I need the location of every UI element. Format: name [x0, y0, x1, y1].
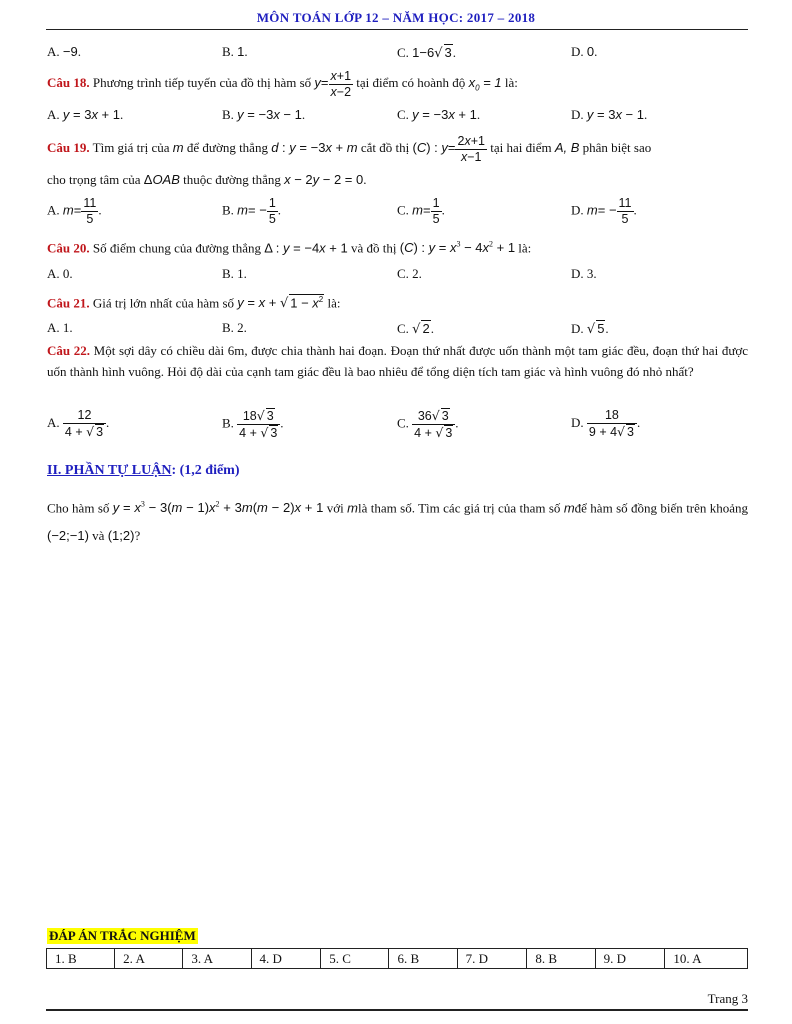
part2-points: : (1,2 điểm) — [171, 463, 240, 478]
q21-option-a: A. 1. — [47, 320, 73, 335]
answer-cell: 10. A — [665, 949, 748, 969]
part2-text4: để hàm số đồng — [574, 500, 658, 516]
page-header: MÔN TOÁN LỚP 12 – NĂM HỌC: 2017 – 2018 — [256, 10, 536, 25]
q17-option-a: A. −9. — [47, 44, 81, 59]
q21-text2: là: — [327, 295, 341, 311]
part2-text2: với — [326, 500, 344, 516]
answer-cell: 5. C — [321, 949, 389, 969]
footer-rule — [46, 1009, 748, 1011]
q18-option-a: A. y = 3x + 1. — [47, 107, 124, 122]
part2-text5: biến trên khoảng — [660, 500, 749, 516]
q18-option-b: B. y = −3x − 1. — [222, 107, 306, 122]
q20-text1: Số điểm chung của đường thẳng — [92, 240, 261, 256]
q21-text1: Giá trị lớn nhất của hàm số — [92, 295, 235, 311]
q21-function: y = x + √ $1 - x^2$ — [237, 295, 324, 312]
q19-text4: tại hai điểm — [490, 140, 552, 155]
page-number: Trang 3 — [707, 991, 748, 1006]
part2-text6: và — [92, 528, 105, 544]
q20-line: Δ : y = −4x + 1 — [264, 240, 348, 256]
q19-text3: cắt đồ thị — [360, 140, 410, 155]
q22-option-b: B. $\frac{18√ 3}{4 + √ 3}$ . — [222, 408, 284, 440]
q20-option-a: A. 0. — [47, 266, 73, 281]
q21-stem — [47, 294, 748, 311]
q18-option-d: D. y = 3x − 1. — [571, 107, 648, 122]
answer-key-row — [47, 949, 748, 969]
part2-title: II. PHẦN TỰ LUẬN — [47, 463, 172, 478]
q22-text: Một sợi dây có chiều dài 6m, được chia thành hai đoạn. Đoạn thứ nhất được uốn thành một tam giác đều, đoạn thứ hai được uốn thành hình vuông. Hỏi độ dài của cạnh tam giác đều là bao nhiêu để tổng diện tích tam giác và hình vuông đó nhỏ nhất? — [47, 343, 749, 379]
q18-text-after: tại điểm có hoành độ — [356, 75, 466, 90]
q20-option-b: B. 1. — [222, 266, 247, 281]
part2-interval2: (1;2) — [107, 528, 135, 544]
q21-option-b: B. 2. — [222, 320, 247, 335]
q19-options — [47, 196, 748, 232]
q20-option-d: D. 3. — [571, 266, 597, 281]
q22-option-d: D. $\frac{18}{9 + 4√ 3}$ . — [571, 408, 641, 439]
answer-cell: 9. D — [595, 949, 665, 969]
q19-text2: để đường thẳng — [186, 140, 268, 155]
q17-option-c: C. 1−6√ 3. — [397, 45, 457, 61]
q19-option-b: B. m= − $\frac{1}{5}$ . — [222, 196, 282, 226]
q18-stem — [47, 68, 748, 104]
q20-stem — [47, 240, 748, 256]
q22-options — [47, 408, 748, 448]
q20-curve: (C) : $y = x^3 - 4x^2 + 1$ — [399, 240, 516, 256]
q18-text: Phương trình tiếp tuyến của đồ thị hàm số — [92, 75, 312, 90]
part2-problem: Cho hàm số $y = x^3 - 3(m - 1)x^2 + 3m(m - 2)x + 1$ với mlà tham số. Tìm các giá trị của tham số mđể hàm số đồng biến trên khoảng (−2;−1) và (1;2)? — [47, 500, 749, 544]
q19-line2a: cho trọng tâm của — [47, 172, 141, 187]
q22-option-c: C. $\frac{36√ 3}{4 + √ 3}$ . — [397, 408, 459, 440]
q19-line-eq: x − 2y − 2 = 0. — [284, 172, 367, 187]
q17-option-d: D. 0. — [571, 44, 598, 59]
q19-stem-line2: cho trọng tâm của ΔOAB thuộc đường thẳng x − 2y − 2 = 0. — [47, 172, 367, 187]
part2-function: $y = x^3 - 3(m - 1)x^2 + 3m(m - 2)x + 1$ — [112, 500, 324, 516]
q20-label: Câu 20. — [47, 240, 90, 256]
q20-text3: là: — [518, 240, 532, 256]
part2-text3: là tham số. Tìm các giá trị của tham số — [358, 500, 561, 516]
q22-label: Câu 22. — [47, 343, 91, 358]
q19-curve: (C) : y= $\frac{2x+1}{x-1}$ — [412, 133, 485, 164]
part2-heading — [47, 463, 240, 479]
q18-x0: $x_0 = 1$ — [468, 75, 502, 93]
answer-cell: 1. B — [47, 949, 115, 969]
q18-option-c: C. y = −3x + 1. — [397, 107, 481, 122]
q17-option-b: B. 1. — [222, 44, 248, 59]
answer-cell: 7. D — [457, 949, 527, 969]
q21-option-c: C. √ 2. — [397, 321, 434, 337]
q18-label: Câu 18. — [47, 75, 90, 90]
answer-cell: 6. B — [389, 949, 457, 969]
q19-stem: Câu 19. Tìm giá trị của m để đường thẳng d : y = −3x + m cắt đồ thị (C) : y= $\frac{2x+1}{x-1}$ tại hai điểm A, B phân biệt sao — [47, 133, 652, 164]
header-rule — [46, 29, 748, 30]
q19-option-d: D. m= − $\frac{11}{5}$ . — [571, 196, 637, 226]
q22-stem — [47, 340, 748, 382]
part2-interval1: (−2;−1) — [47, 528, 89, 544]
q21-option-d: D. √ 5. — [571, 321, 609, 337]
q18-text-end: là: — [504, 75, 518, 90]
answer-cell: 2. A — [115, 949, 183, 969]
q22-option-a: A. $\frac{12}{4 + √ 3}$ . — [47, 408, 110, 439]
q19-text1: Tìm giá trị của — [92, 140, 170, 155]
answer-cell: 8. B — [527, 949, 595, 969]
answer-cell: 3. A — [183, 949, 251, 969]
q18-function: y= $\frac{x+1}{x-2}$ — [314, 68, 352, 99]
q20-text2: và đồ thị — [350, 240, 397, 256]
answer-cell: 4. D — [251, 949, 321, 969]
q19-line2b: thuộc đường thẳng — [183, 172, 281, 187]
q19-label: Câu 19. — [47, 140, 90, 155]
q19-text5: phân biệt sao — [582, 140, 652, 155]
q19-option-a: A. m= $\frac{11}{5}$ . — [47, 196, 102, 226]
part2-text7: ? — [134, 528, 141, 544]
part2-text1: Cho hàm số — [47, 500, 110, 516]
q19-option-c: C. m= $\frac{1}{5}$ . — [397, 196, 445, 226]
answer-key-table — [46, 948, 748, 969]
q19-line-d: d : y = −3x + m — [271, 140, 358, 155]
q21-label: Câu 21. — [47, 295, 90, 311]
q20-option-c: C. 2. — [397, 266, 422, 281]
answer-key-title: ĐÁP ÁN TRẮC NGHIỆM — [49, 928, 196, 943]
